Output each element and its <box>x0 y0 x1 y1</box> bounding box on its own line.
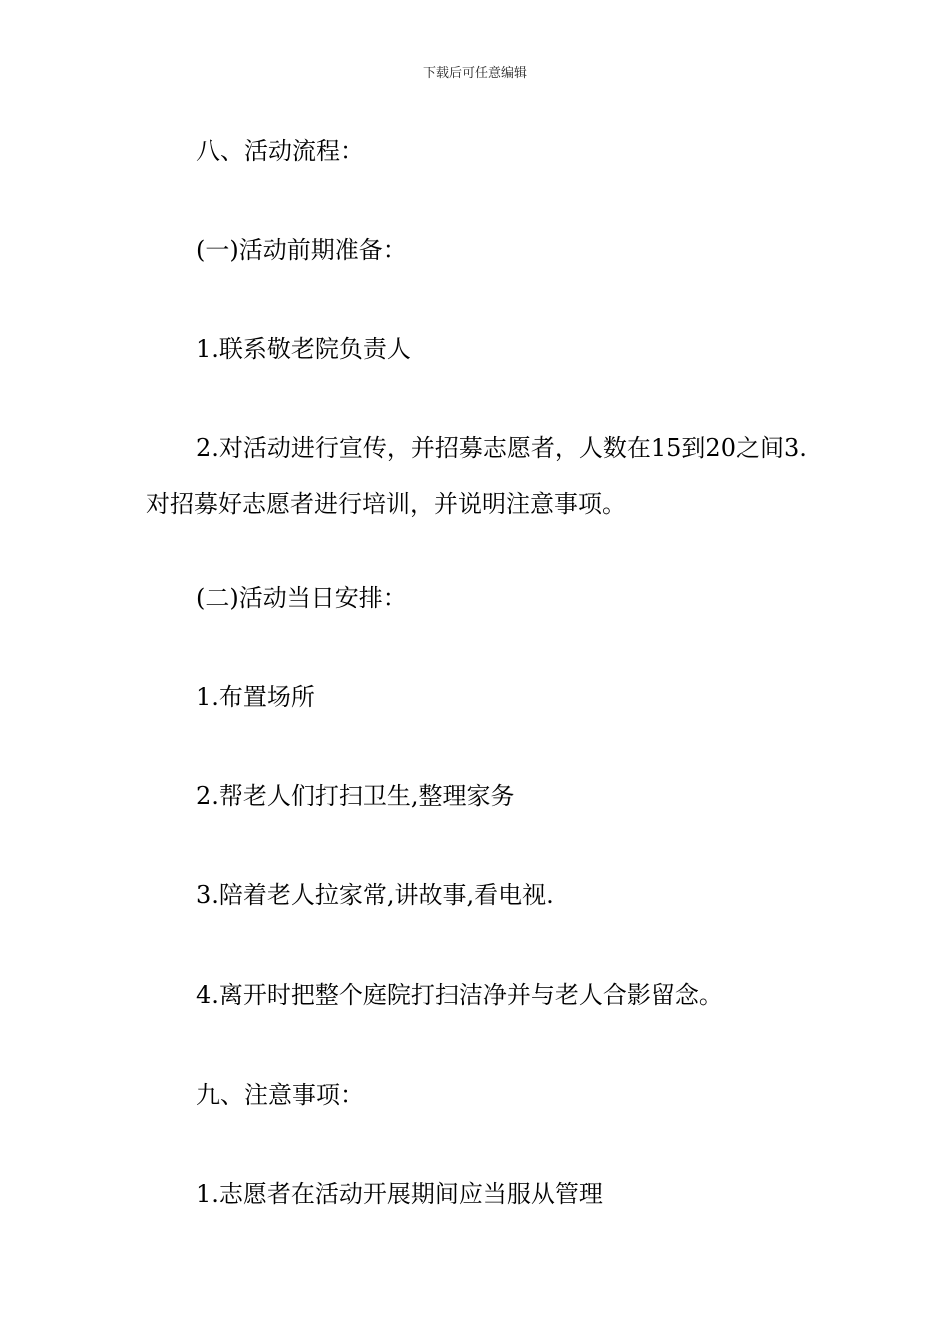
page-header-note: 下载后可任意编辑 <box>422 66 527 81</box>
day-heading: (二)活动当日安排： <box>196 584 407 612</box>
day-item-4: 4.离开时把整个庭院打扫洁净并与老人合影留念。 <box>196 981 723 1009</box>
day-item-1: 1.布置场所 <box>196 683 315 711</box>
prep-heading: (一)活动前期准备： <box>196 236 407 264</box>
day-item-2: 2.帮老人们打扫卫生,整理家务 <box>196 782 515 810</box>
prep-item-2-and-3: 2.对活动进行宣传，并招募志愿者，人数在15到20之间3.对招募好志愿者进行培训，并说明注意事项。 <box>146 434 807 518</box>
day-item-3: 3.陪着老人拉家常,讲故事,看电视. <box>196 881 554 909</box>
section-8-title: 八、活动流程： <box>196 137 364 165</box>
prep-item-1: 1.联系敬老院负责人 <box>196 335 411 363</box>
section-9-title: 九、注意事项： <box>196 1081 364 1109</box>
notes-item-1: 1.志愿者在活动开展期间应当服从管理 <box>196 1180 603 1208</box>
